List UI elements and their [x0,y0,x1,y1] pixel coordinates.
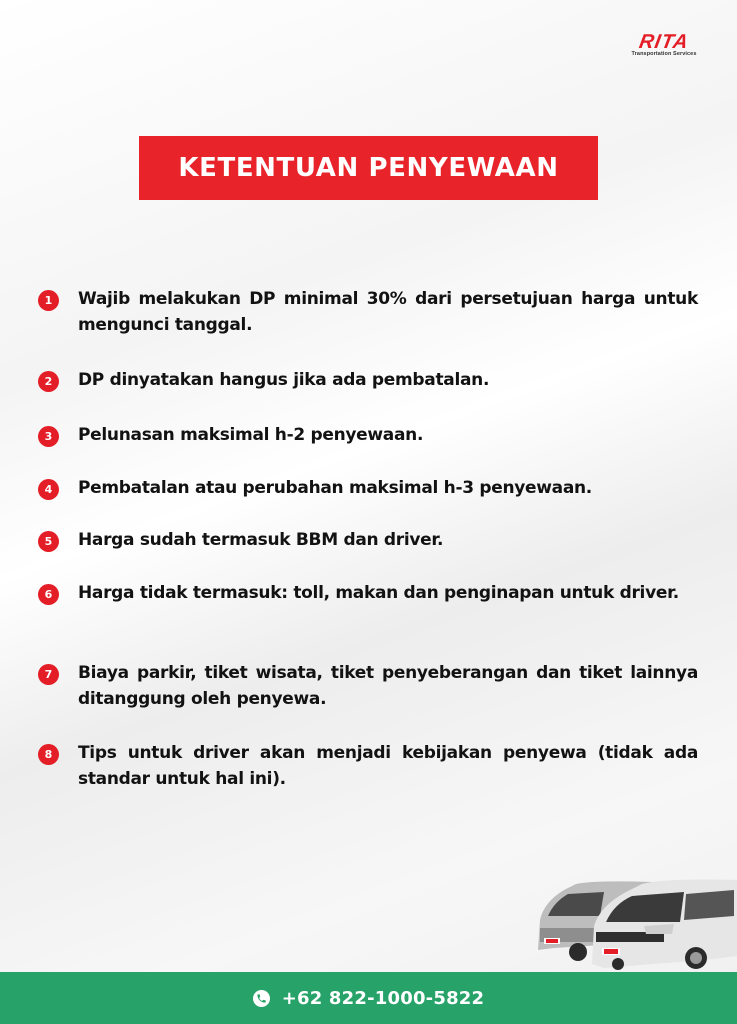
rule-text: Harga sudah termasuk BBM dan driver. [78,530,444,550]
number-badge: 4 [38,479,59,500]
brand-name: RITA [637,31,691,53]
rule-text: Harga tidak termasuk: toll, makan dan penginapan untuk driver. [78,583,679,603]
number-badge: 6 [38,584,59,605]
van-illustration [534,872,737,972]
vans-image [534,872,737,972]
number-badge: 5 [38,531,59,552]
phone-icon [253,990,270,1007]
number-badge: 8 [38,744,59,765]
number-badge: 7 [38,664,59,685]
phone-glyph [256,993,267,1004]
rule-text: DP dinyatakan hangus jika ada pembatalan. [78,370,490,390]
rule-text: Pembatalan atau perubahan maksimal h-3 penyewaan. [78,478,592,498]
rule-text: Pelunasan maksimal h-2 penyewaan. [78,425,424,445]
number-badge: 1 [38,290,59,311]
number-badge: 2 [38,371,59,392]
page-title-banner [139,136,598,200]
brand-tagline: Transportation Services [631,51,697,57]
rule-text: Wajib melakukan DP minimal 30% dari persetujuan harga untuk mengunci tanggal. [78,289,698,335]
page-title: KETENTUAN PENYEWAAN [178,153,559,183]
contact-footer [0,972,737,1024]
rule-text: Biaya parkir, tiket wisata, tiket penyeberangan dan tiket lainnya ditanggung oleh penyewa. [78,663,698,709]
rule-text: Tips untuk driver akan menjadi kebijakan penyewa (tidak ada standar untuk hal ini). [78,743,698,789]
number-badge: 3 [38,426,59,447]
phone-number[interactable]: +62 822-1000-5822 [281,987,485,1009]
brand-logo [620,33,708,58]
